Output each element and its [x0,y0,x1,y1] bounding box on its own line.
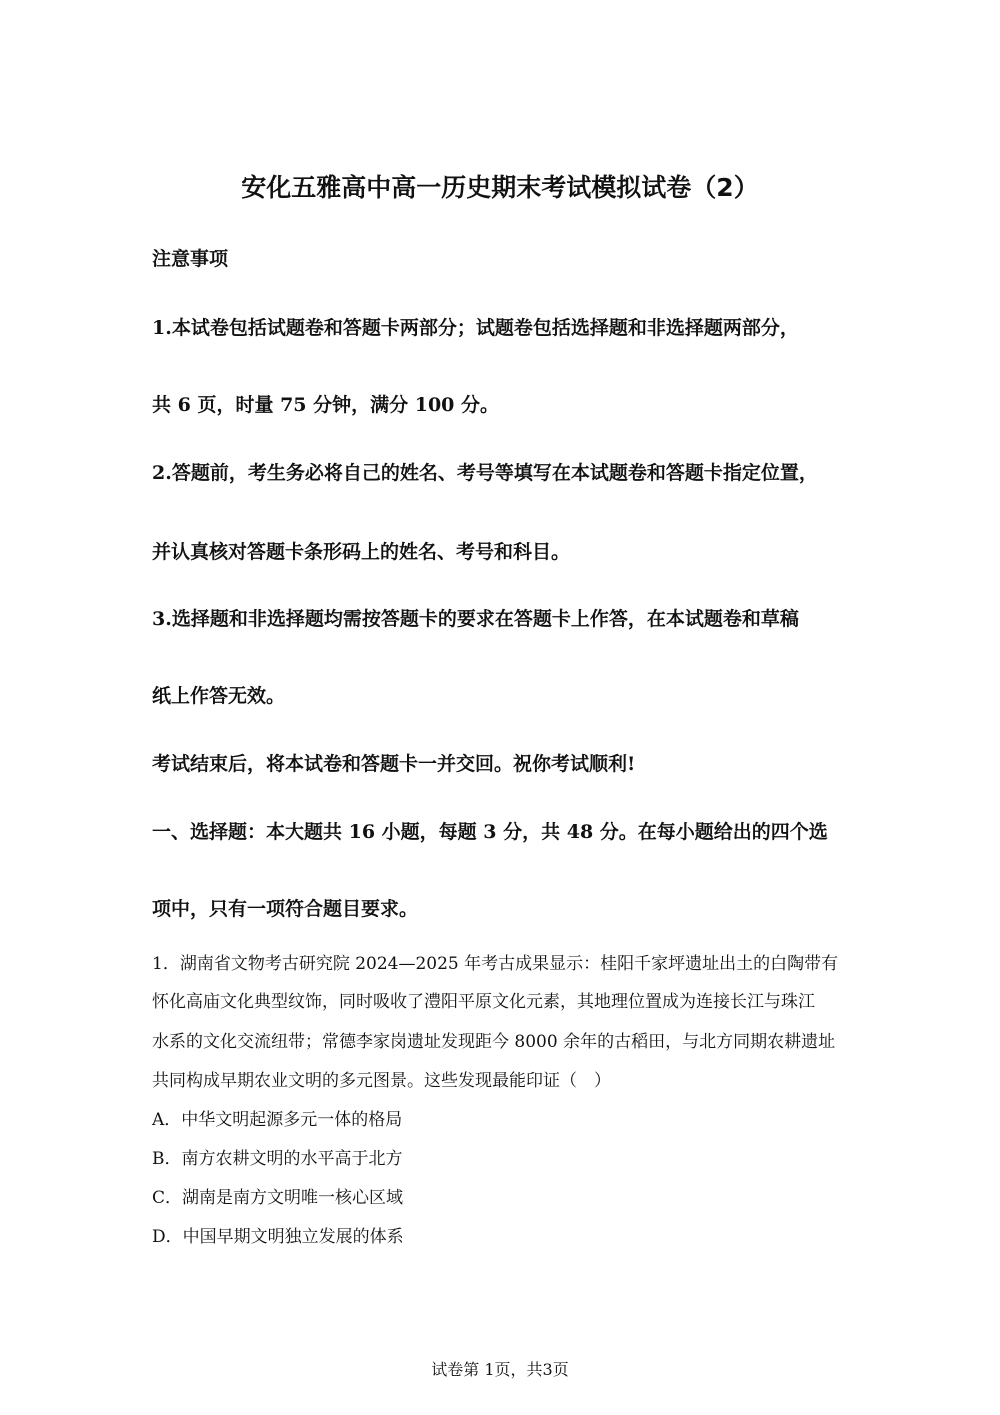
notice-line: 2.答题前，考生务必将自己的姓名、考号等填写在本试题卷和答题卡指定位置， [152,462,818,484]
option-a: A．中华文明起源多元一体的格局 [152,1110,403,1130]
notice-line: 纸上作答无效。 [152,685,286,707]
question-stem-line: 1．湖南省文物考古研究院 2024—2025 年考古成果显示：桂阳千家坪遗址出土的白陶带有 [152,954,839,974]
notice-line: 1.本试卷包括试题卷和答题卡两部分；试题卷包括选择题和非选择题两部分， [152,317,799,339]
question-stem-line: 水系的文化交流纽带；常德李家岗遗址发现距今 8000 余年的古稻田，与北方同期农耕遗址 [152,1032,836,1052]
question-stem-line: 共同构成早期农业文明的多元图景。这些发现最能印证（ ） [152,1071,611,1091]
notice-heading: 注意事项 [152,248,229,270]
notice-line: 3.选择题和非选择题均需按答题卡的要求在答题卡上作答，在本试题卷和草稿 [152,608,799,630]
page-footer: 试卷第 1页，共3页 [431,1360,569,1379]
option-d: D．中国早期文明独立发展的体系 [152,1227,404,1247]
notice-line: 共 6 页，时量 75 分钟，满分 100 分。 [152,394,500,416]
section-heading: 项中，只有一项符合题目要求。 [152,898,419,920]
exam-title: 安化五雅高中高一历史期末考试模拟试卷（2） [241,173,759,202]
question-stem-line: 怀化高庙文化典型纹饰，同时吸收了澧阳平原文化元素，其地理位置成为连接长江与珠江 [152,992,815,1012]
option-c: C．湖南是南方文明唯一核心区域 [152,1188,404,1208]
option-b: B．南方农耕文明的水平高于北方 [152,1149,403,1169]
notice-line: 并认真核对答题卡条形码上的姓名、考号和科目。 [152,541,571,563]
notice-line: 考试结束后，将本试卷和答题卡一并交回。祝你考试顺利! [152,753,636,775]
section-heading: 一、选择题：本大题共 16 小题，每题 3 分，共 48 分。在每小题给出的四个选 [152,821,828,843]
